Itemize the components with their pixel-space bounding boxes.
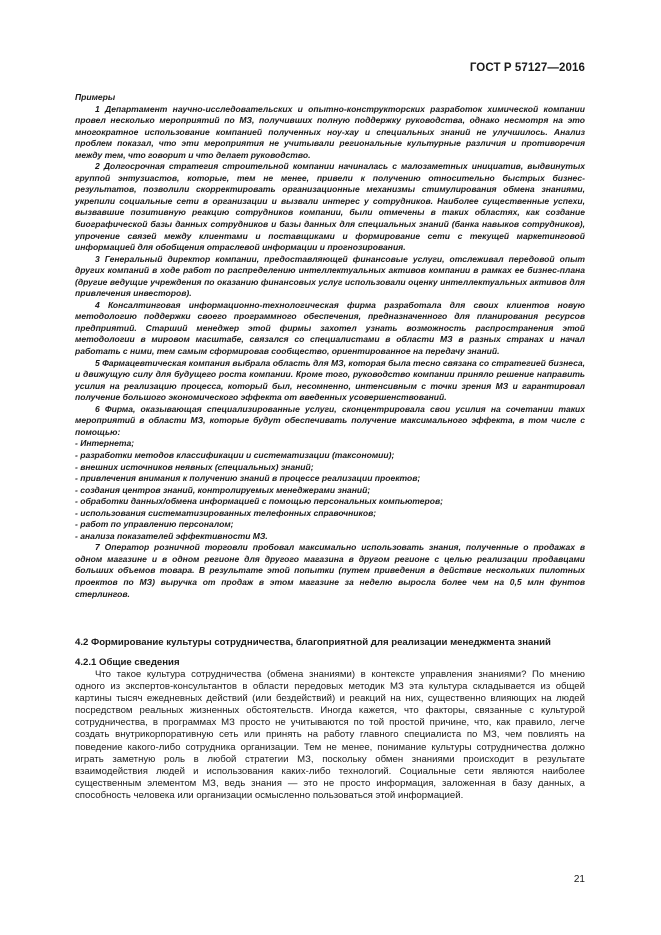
bullet-item: - разработки методов классификации и систематизации (таксономии);	[75, 449, 395, 460]
section-4-2	[75, 637, 585, 802]
bullet-item: - использования систематизированных телефонных справочников;	[75, 507, 377, 518]
example-paragraph: 7 Оператор розничной торговли пробовал максимально использовать знания, полученные о продажах в одном магазине и в одном регионе для другого магазина в другом регионе с целью реализации продавцами больших объемов товара. В результате этой попытки (путем приведения в действие нескольких пилотных проектов по МЗ) выручка от продаж в этом магазине за неделю выросла более чем на 0,5 млн фунтов стерлингов.	[75, 542, 585, 599]
section-heading: 4.2 Формирование культуры сотрудничества, благоприятной для реализации менеджмента знаний	[75, 637, 551, 648]
bullet-item: - Интернета;	[75, 438, 135, 449]
bullet-item: - работ по управлению персоналом;	[75, 519, 234, 530]
example-paragraph: 6 Фирма, оказывающая специализированные услуги, сконцентрировала свои усилия на сочетании таких мероприятий в области МЗ, которые будут обеспечивать получение максимального эффекта, в том числе с помощью:	[75, 403, 585, 437]
bullet-item: - обработки данных/обмена информацией с помощью персональных компьютеров;	[75, 496, 443, 507]
example-paragraph: 5 Фармацевтическая компания выбрала область для МЗ, которая была тесно связана со стратегией бизнеса, и движущую силу для будущего роста компании. Кроме того, руководство компании приняло решение направить усилия на реализацию процесса, который был, несомненно, интенсивным с точки зрения МЗ и гарантировал получение большого экономического эффекта от введенных усовершенствований.	[75, 357, 585, 403]
page-number: 21	[573, 874, 585, 885]
bullet-item: - анализа показателей эффективности МЗ.	[75, 530, 268, 541]
examples-block	[75, 92, 585, 600]
example-paragraph: 3 Генеральный директор компании, предоставляющей финансовые услуги, отслеживал передовой опыт других компаний в ходе работ по распределению интеллектуальных активов компании в рамках ее бизнес-плана (другие ведущие учреждения по оказанию финансовых услуг использовали оценку интеллектуальных активов для привлечения инвесторов).	[75, 253, 585, 299]
example-paragraph: 1 Департамент научно-исследовательских и опытно-конструкторских разработок химической компании провел несколько мероприятий по МЗ, получивших полную поддержку руководства, однако несмотря на это многократное использование компанией полученных ноу-хау и специальных знаний не улучшилось. Анализ проблем показал, что эти мероприятия не учитывали региональные культурные различия и противоречия между тем, что говорит и что делает руководство.	[75, 103, 585, 160]
document-code: ГОСТ Р 57127—2016	[469, 62, 585, 74]
subsection-heading: 4.2.1 Общие сведения	[75, 657, 180, 668]
bullet-item: - внешних источников неявных (специальных) знаний;	[75, 461, 314, 472]
bullet-item: - создания центров знаний, контролируемых менеджерами знаний;	[75, 484, 371, 495]
examples-title: Примеры	[75, 92, 116, 102]
body-paragraph: Что такое культура сотрудничества (обмена знаниями) в контексте управления знаниями? По мнению одного из экспертов-консультантов в области передовых методик МЗ эта культура складывается из общей картины тысяч ежедневных действий (или бездействий) и реакций на них, существенно влияющих на людей посредством реальных жизненных обстоятельств. Иногда кажется, что факторы, связанные с культурой сотрудничества, в программах МЗ просто не учитываются по той простой причине, что, как правило, легче создать внутрикорпоративную сеть или принять на работу главного специалиста по МЗ, чем повлиять на поведение какого-либо сотрудника организации. Тем не менее, понимание культуры сотрудничества должно играть заметную роль в любой стратегии МЗ, поскольку обмен знаниями происходит в результате взаимодействия людей и использования каких-либо технологий. Социальные сети являются наиболее существенным элементом МЗ, ведь знания — это не просто информация, заложенная в базу данных, а способность человека или организации осмысленно пользоваться этой информацией.	[75, 669, 585, 801]
example-paragraph: 2 Долгосрочная стратегия строительной компании начиналась с малозаметных инициатив, выдвинутых группой энтузиастов, которые, тем не менее, привели к получению относительно быстрых бизнес-результатов, позволили скорректировать организационные механизмы стимулирования обмена знаниями, укрепили социальные сети в организации и вызвали интерес у сотрудников. Наиболее существенные успехи, вызвавшие позитивную реакцию сотрудников компании, были отмечены в таких областях, как создание биографической базы данных сотрудников и базы данных для специальных знаний (банка навыков сотрудников), упрочение связей между клиентами и поставщиками и формирование сети с текущей маркетинговой информацией для обобщения отраслевой информации и прогнозирования.	[75, 161, 585, 253]
example-paragraph: 4 Консалтинговая информационно-технологическая фирма разработала для своих клиентов новую методологию поддержки своего программного обеспечения, предназначенного для планирования ресурсов предприятий. Старший менеджер этой фирмы захотел узнать возможность распространения этой методологии в мировом масштабе, связался со специалистами в области МЗ в разных странах и начал работать с ними, тем самым сформировав сообщество, ориентированное на передачу знаний.	[75, 299, 585, 357]
bullet-item: - привлечения внимания к получению знаний в процессе реализации проектов;	[75, 473, 421, 484]
